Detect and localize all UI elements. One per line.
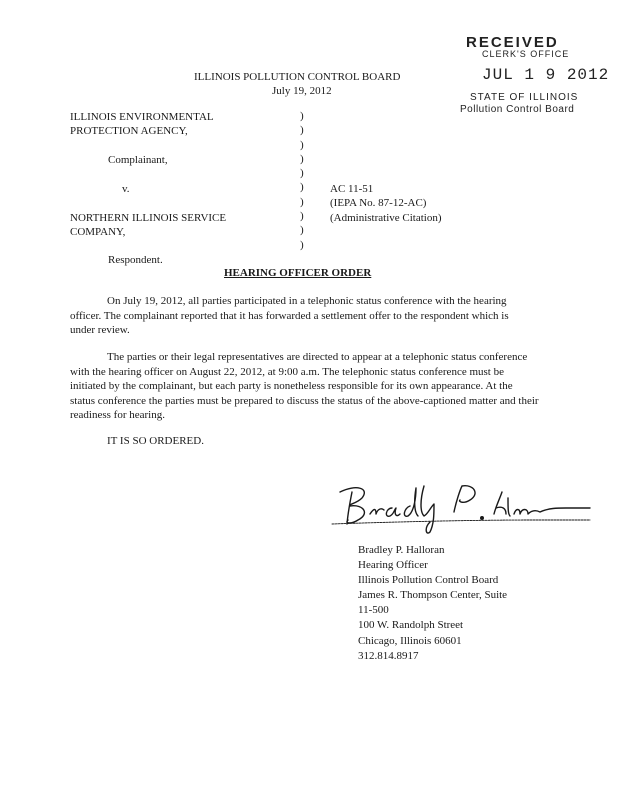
- received-stamp: [452, 34, 612, 124]
- caption-paren: ): [300, 210, 304, 223]
- stamp-clerks-office: CLERK'S OFFICE: [482, 49, 570, 59]
- board-name: ILLINOIS POLLUTION CONTROL BOARD: [194, 71, 401, 83]
- order-date: July 19, 2012: [272, 85, 332, 97]
- signer-org: Illinois Pollution Control Board: [358, 574, 499, 587]
- signer-phone: 312.814.8917: [358, 649, 419, 662]
- caption-paren: ): [300, 195, 304, 208]
- stamp-date: JUL 1 9 2012: [482, 66, 610, 84]
- caption-parens: [300, 109, 304, 252]
- signer-name: Bradley P. Halloran: [358, 544, 445, 556]
- complainant-name-line1: ILLINOIS ENVIRONMENTAL: [70, 111, 214, 123]
- versus: v.: [122, 183, 130, 195]
- respondent-name-line2: COMPANY,: [70, 226, 126, 238]
- respondent-label: Respondent.: [108, 254, 163, 266]
- paragraph-1: On July 19, 2012, all parties participated in a telephonic status conference with the hearing officer. The complainant reported that it has forwarded a settlement offer to the respondent which is under review.: [70, 295, 509, 336]
- stamp-received: RECEIVED: [466, 34, 559, 51]
- paragraph-2: The parties or their legal representatives are directed to appear at a telephonic status conference with the hearing officer on August 22, 2012, at 9:00 a.m. The telephonic status conference must be initiated by the complainant, but each party is nonetheless responsible for its own appearance. At the status conference the parties must be prepared to discuss the status of the above-captioned matter and their readiness for hearing.: [70, 351, 539, 421]
- handwritten-signature: [330, 478, 592, 536]
- signer-address-line1: James R. Thompson Center, Suite: [358, 589, 508, 602]
- caption-paren: ): [300, 124, 304, 137]
- citation-type: (Administrative Citation): [330, 212, 442, 224]
- complainant-label: Complainant,: [108, 154, 168, 166]
- order-title: HEARING OFFICER ORDER: [224, 267, 372, 279]
- signer-address-line2: 11-500: [358, 604, 389, 617]
- signature-block: [358, 543, 507, 664]
- signer-title: Hearing Officer: [358, 559, 428, 572]
- caption-paren: ): [300, 224, 304, 237]
- signer-address-line3: 100 W. Randolph Street: [358, 619, 464, 632]
- case-number: AC 11-51: [330, 183, 374, 195]
- stamp-board: Pollution Control Board: [460, 104, 575, 115]
- closing-statement: IT IS SO ORDERED.: [107, 435, 204, 447]
- caption-paren: ): [300, 167, 304, 180]
- caption-paren: ): [300, 110, 304, 122]
- iepa-number: (IEPA No. 87-12-AC): [330, 197, 427, 209]
- respondent-name-line1: NORTHERN ILLINOIS SERVICE: [70, 212, 227, 224]
- stamp-state: STATE OF ILLINOIS: [470, 92, 579, 103]
- caption-paren: ): [300, 238, 304, 251]
- caption-paren: ): [300, 181, 304, 194]
- complainant-name-line2: PROTECTION AGENCY,: [70, 125, 188, 137]
- caption-paren: ): [300, 152, 304, 165]
- caption-paren: ): [300, 138, 304, 151]
- signer-city: Chicago, Illinois 60601: [358, 634, 462, 647]
